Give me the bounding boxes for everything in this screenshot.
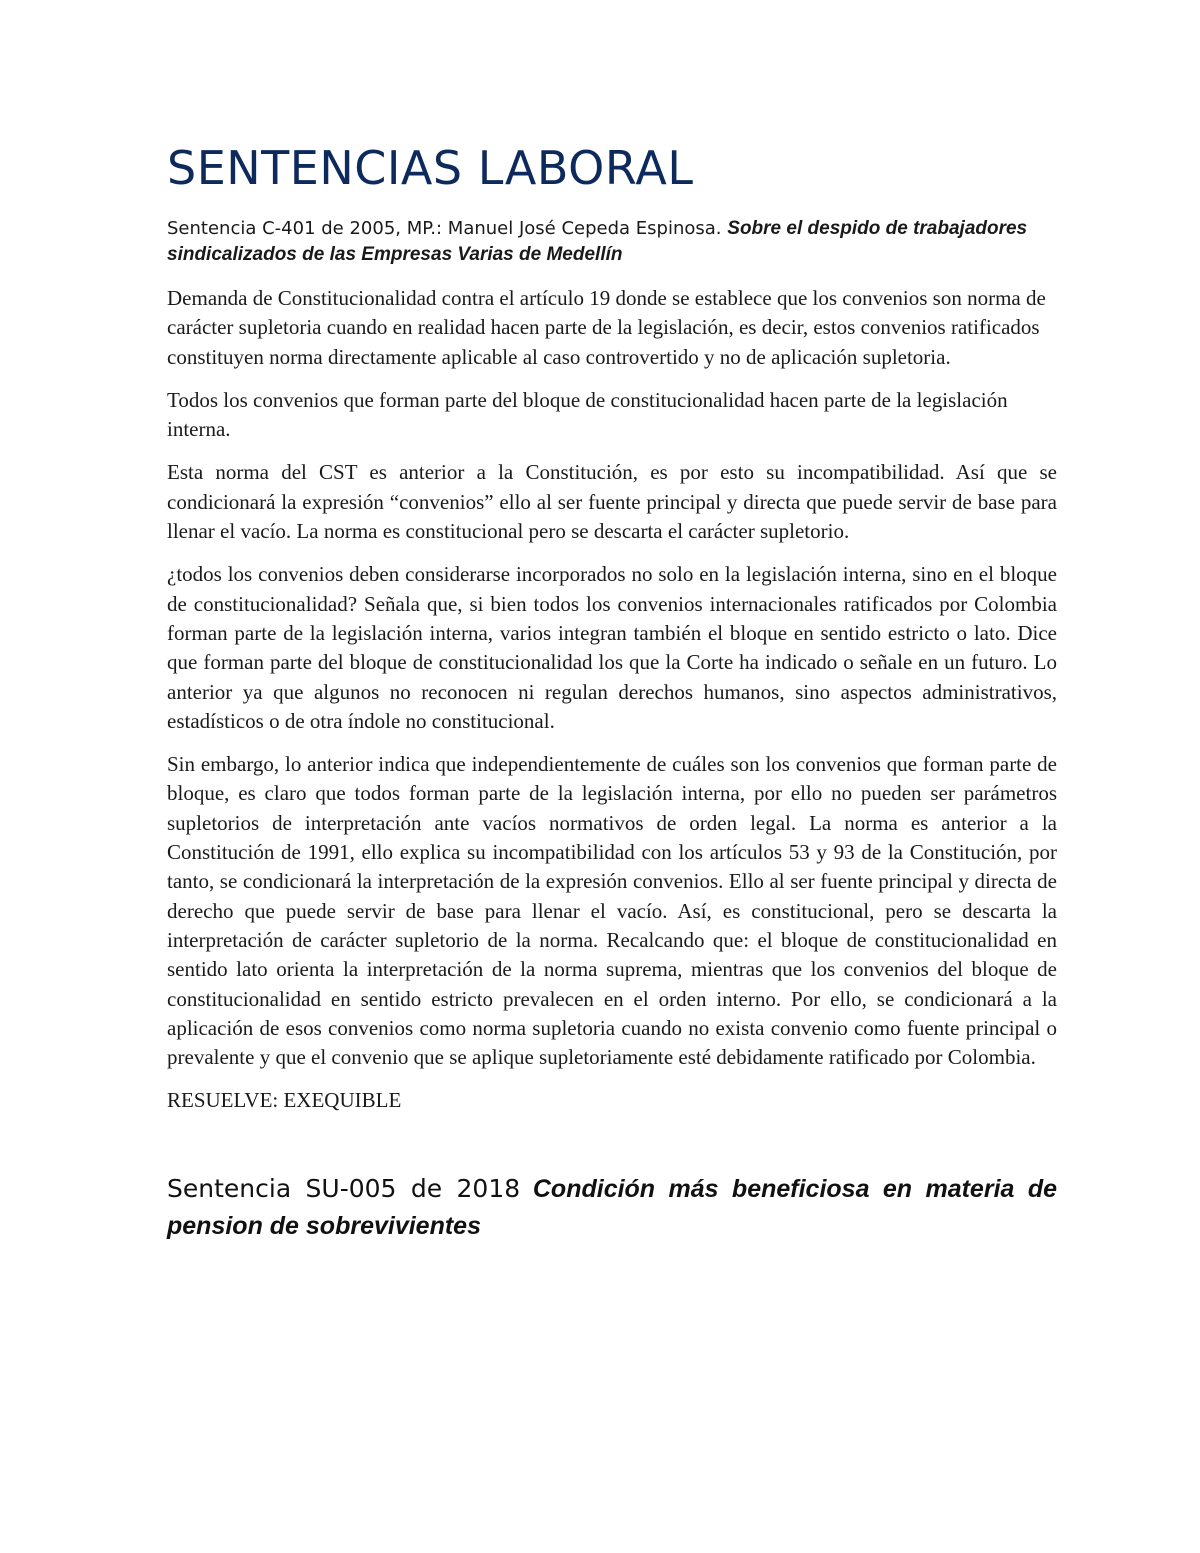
case1-paragraph-3: Esta norma del CST es anterior a la Constitución, es por esto su incompatibilidad. Así que se condicionará la expresión “convenios” ello al ser fuente principal y directa que puede servir de base para llenar el vacío. La norma es constitucional pero se descarta el carácter supletorio. [167,460,1057,544]
case2-heading [167,1171,1057,1245]
case1-subject: Sobre el despido de trabajadores sindicalizados de las Empresas Varias de Medellín [167,218,1028,265]
case1-paragraph-2: Todos los convenios que forman parte del bloque de constitucionalidad hacen parte de la legislación interna. [167,387,1008,442]
case2-reference: Sentencia SU-005 de 2018 [167,1174,521,1204]
case1-heading [167,216,1057,268]
document-title: SENTENCIAS LABORAL [167,141,694,195]
case1-paragraph-1: Demanda de Constitucionalidad contra el artículo 19 donde se establece que los convenios son norma de carácter supletoria cuando en realidad hacen parte de la legislación, es decir, estos convenios ratificados constituyen norma directamente aplicable al caso controvertido y no de aplicación supletoria. [167,286,1046,369]
case1-paragraph-5: Sin embargo, lo anterior indica que independientemente de cuáles son los convenios que forman parte de bloque, es claro que todos forman parte de la legislación interna, por ello no pueden ser parámetros supletorios de interpretación ante vacíos normativos de orden legal. La norma es anterior a la Constitución de 1991, ello explica su incompatibilidad con los artículos 53 y 93 de la Constitución, por tanto, se condicionará la interpretación de la expresión convenios. Ello al ser fuente principal y directa de derecho que puede servir de base para llenar el vacío. Así, es constitucional, pero se descarta la interpretación de carácter supletorio de la norma. Recalcando que: el bloque de constitucionalidad en sentido lato orienta la interpretación de la norma suprema, mientras que los convenios del bloque de constitucionalidad en sentido estricto prevalecen en el orden interno. Por ello, se condicionará a la aplicación de esos convenios como norma supletoria cuando no exista convenio como fuente principal o prevalente y que el convenio que se aplique supletoriamente esté debidamente ratificado por Colombia. [167,752,1057,1070]
case1-resolution: RESUELVE: EXEQUIBLE [167,1088,402,1113]
case2-subject: Condición más beneficiosa en materia de pension de sobrevivientes [167,1175,1058,1241]
case1-reference: Sentencia C-401 de 2005, MP.: Manuel José Cepeda Espinosa. [167,218,722,239]
document-page [167,138,1057,1245]
case1-paragraph-4: ¿todos los convenios deben considerarse incorporados no solo en la legislación interna, sino en el bloque de constitucionalidad? Señala que, si bien todos los convenios internacionales ratificados por Colombia forman parte de la legislación interna, varios integran también el bloque en sentido estricto o lato. Dice que forman parte del bloque de constitucionalidad los que la Corte ha indicado o señale en un futuro. Lo anterior ya que algunos no reconocen ni regulan derechos humanos, sino aspectos administrativos, estadísticos o de otra índole no constitucional. [167,562,1057,733]
